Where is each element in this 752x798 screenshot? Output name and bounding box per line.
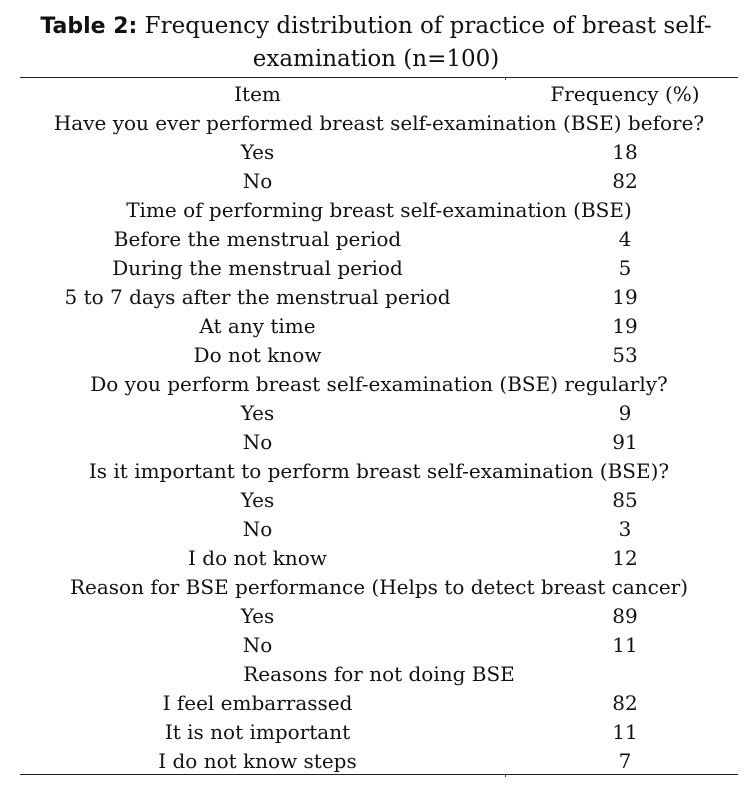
header-frequency: Frequency (%) [550,82,700,106]
section-row [20,109,738,138]
row-frequency: 19 [612,314,638,338]
caption-label: Table 2: [40,14,138,39]
table-row [20,689,738,718]
row-frequency: 82 [612,691,638,715]
row-frequency: 91 [612,430,638,454]
row-item: No [242,633,273,657]
table-row [20,399,738,428]
row-item: It is not important [164,720,351,744]
table-row [20,544,738,573]
caption-line-1 [0,10,752,43]
row-frequency: 5 [618,256,632,280]
table-header-row [20,80,738,109]
row-frequency: 11 [612,720,638,744]
caption-title-part-1: Frequency distribution of practice of breast self- [144,13,712,39]
table-row [20,225,738,254]
row-item: I do not know steps [158,749,357,773]
row-frequency: 89 [612,604,638,628]
row-item: No [242,430,273,454]
table-row [20,312,738,341]
section-title: Reason for BSE performance (Helps to detect breast cancer) [69,575,689,599]
table-row [20,254,738,283]
section-row [20,370,738,399]
row-frequency: 19 [612,285,638,309]
table-top-rule [20,77,738,78]
row-frequency: 18 [612,140,638,164]
row-item: Yes [240,488,275,512]
row-item: No [242,517,273,541]
row-item: Do not know [193,343,322,367]
table-row [20,167,738,196]
table-row [20,428,738,457]
section-title: Do you perform breast self-examination (BSE) regularly? [90,372,668,396]
row-frequency: 53 [612,343,638,367]
section-row [20,196,738,225]
section-title: Is it important to perform breast self-examination (BSE)? [88,459,670,483]
header-item: Item [234,82,281,106]
table-row [20,718,738,747]
table-row [20,747,738,776]
table-caption [0,10,752,75]
section-title: Have you ever performed breast self-examination (BSE) before? [53,111,705,135]
row-item: I do not know [188,546,327,570]
row-item: 5 to 7 days after the menstrual period [64,285,451,309]
row-frequency: 7 [618,749,632,773]
row-frequency: 11 [612,633,638,657]
row-frequency: 82 [612,169,638,193]
table-bottom-rule [20,774,738,775]
row-item: During the menstrual period [112,256,403,280]
table-row [20,486,738,515]
row-item: No [242,169,273,193]
table-row [20,515,738,544]
row-frequency: 85 [612,488,638,512]
table-row [20,138,738,167]
section-title: Reasons for not doing BSE [243,662,515,686]
row-item: At any time [199,314,316,338]
frequency-table [20,80,738,776]
row-frequency: 3 [618,517,632,541]
section-row [20,573,738,602]
section-row [20,660,738,689]
column-divider-tick-bottom [505,774,506,777]
table-row [20,341,738,370]
row-frequency: 9 [618,401,632,425]
table-row [20,283,738,312]
row-item: Yes [240,401,275,425]
row-frequency: 4 [618,227,632,251]
caption-line-2: examination (n=100) [252,46,500,72]
section-row [20,457,738,486]
table-row [20,602,738,631]
row-item: Yes [240,140,275,164]
row-item: I feel embarrassed [162,691,353,715]
row-item: Yes [240,604,275,628]
table-row [20,631,738,660]
row-frequency: 12 [612,546,638,570]
row-item: Before the menstrual period [113,227,402,251]
section-title: Time of performing breast self-examination (BSE) [126,198,632,222]
